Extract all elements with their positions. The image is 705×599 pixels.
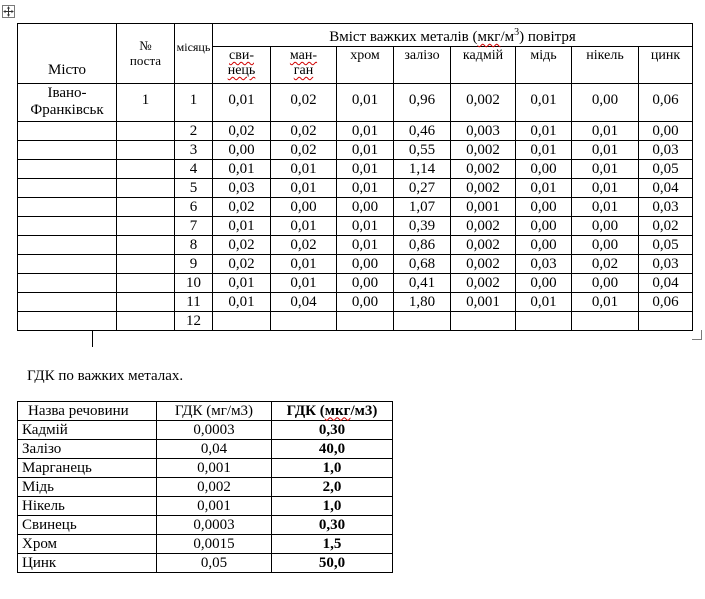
table-row [18,293,693,312]
value-cell [213,312,271,331]
city-cell [18,217,117,236]
value-cell: 0,96 [394,84,451,122]
gdk-mg-cell: 0,05 [157,554,272,573]
post-cell [117,122,175,141]
value-cell: 0,02 [213,236,271,255]
post-cell [117,198,175,217]
value-cell: 0,002 [451,255,516,274]
header-metal: цинк [639,47,693,84]
table-row [18,440,393,459]
city-cell: Івано- Франківськ [18,84,117,122]
value-cell [639,312,693,331]
post-cell [117,293,175,312]
value-cell: 0,01 [271,274,337,293]
value-cell: 0,01 [213,160,271,179]
month-cell: 10 [175,274,213,293]
post-cell [117,255,175,274]
table-resize-handle[interactable] [692,330,702,340]
value-cell: 0,03 [639,255,693,274]
gdk-mg-cell: 0,002 [157,478,272,497]
city-cell [18,236,117,255]
value-cell [394,312,451,331]
value-cell: 0,01 [572,293,639,312]
value-cell: 0,04 [639,274,693,293]
month-cell: 1 [175,84,213,122]
table-row [18,198,693,217]
value-cell: 0,01 [572,160,639,179]
city-cell [18,274,117,293]
value-cell: 0,68 [394,255,451,274]
value-cell: 0,01 [572,198,639,217]
value-cell: 0,00 [572,236,639,255]
value-cell [271,312,337,331]
month-cell: 2 [175,122,213,141]
header-post-number: № поста [117,24,175,84]
value-cell: 0,003 [451,122,516,141]
table-row [18,179,693,198]
header-metal: нікель [572,47,639,84]
value-cell: 1,80 [394,293,451,312]
month-cell: 12 [175,312,213,331]
post-cell [117,274,175,293]
value-cell: 0,002 [451,236,516,255]
gdk-mkg-cell: 40,0 [272,440,393,459]
value-cell: 0,01 [271,217,337,236]
value-cell: 0,05 [639,160,693,179]
value-cell: 0,02 [572,255,639,274]
post-cell [117,179,175,198]
value-cell: 0,01 [337,141,394,160]
value-cell: 0,002 [451,217,516,236]
table-move-handle[interactable] [2,5,15,18]
value-cell: 0,01 [572,122,639,141]
month-cell: 6 [175,198,213,217]
value-cell: 0,01 [337,179,394,198]
gdk-header-mkg: ГДК (мкг/м3) [272,402,393,421]
value-cell: 0,04 [639,179,693,198]
header-city: Місто [18,24,117,84]
value-cell: 0,46 [394,122,451,141]
gdk-mkg-cell: 0,30 [272,421,393,440]
value-cell: 0,002 [451,274,516,293]
gdk-name-cell: Марганець [18,459,157,478]
gdk-mkg-cell: 1,0 [272,497,393,516]
gdk-header-name: Назва речовини [18,402,157,421]
value-cell: 0,06 [639,293,693,312]
text-cursor [92,331,93,347]
gdk-mkg-cell: 1,0 [272,459,393,478]
value-cell: 0,86 [394,236,451,255]
value-cell: 0,00 [516,160,572,179]
city-cell [18,293,117,312]
gdk-name-cell: Залізо [18,440,157,459]
gdk-caption: ГДК по важких металах. [27,368,184,384]
table-row [18,84,693,122]
value-cell: 0,02 [213,255,271,274]
post-cell [117,217,175,236]
value-cell [572,312,639,331]
month-cell: 3 [175,141,213,160]
value-cell: 0,02 [213,198,271,217]
gdk-name-cell: Цинк [18,554,157,573]
city-cell [18,179,117,198]
value-cell: 0,02 [271,122,337,141]
value-cell: 0,00 [572,274,639,293]
gdk-mg-cell: 0,04 [157,440,272,459]
value-cell: 0,03 [516,255,572,274]
post-cell [117,141,175,160]
value-cell [516,312,572,331]
value-cell: 0,06 [639,84,693,122]
value-cell: 0,01 [337,236,394,255]
value-cell: 0,03 [639,198,693,217]
value-cell: 0,00 [337,198,394,217]
value-cell: 0,02 [213,122,271,141]
gdk-name-cell: Хром [18,535,157,554]
value-cell: 0,27 [394,179,451,198]
value-cell: 0,00 [213,141,271,160]
value-cell: 0,01 [213,293,271,312]
value-cell: 0,01 [337,160,394,179]
value-cell: 0,01 [572,179,639,198]
value-cell: 0,00 [271,198,337,217]
table-row [18,141,693,160]
table-row [18,421,393,440]
value-cell: 0,00 [337,293,394,312]
month-cell: 9 [175,255,213,274]
value-cell [337,312,394,331]
table-row [18,255,693,274]
table-row [18,312,693,331]
month-cell: 8 [175,236,213,255]
header-month: місяць [175,24,213,84]
gdk-name-cell: Кадмій [18,421,157,440]
gdk-name-cell: Мідь [18,478,157,497]
value-cell: 0,01 [516,122,572,141]
gdk-header-mg: ГДК (мг/м3) [157,402,272,421]
post-cell [117,312,175,331]
value-cell: 0,05 [639,236,693,255]
value-cell: 0,03 [639,141,693,160]
header-metal: ман- ган [271,47,337,84]
table-row [18,554,393,573]
table-row [18,497,393,516]
gdk-mg-cell: 0,0015 [157,535,272,554]
table-row [18,516,393,535]
value-cell: 0,00 [516,217,572,236]
value-cell: 0,00 [572,84,639,122]
month-cell: 11 [175,293,213,312]
post-cell [117,236,175,255]
city-cell [18,198,117,217]
value-cell: 0,01 [213,217,271,236]
value-cell: 0,00 [516,274,572,293]
value-cell: 0,39 [394,217,451,236]
value-cell [451,312,516,331]
value-cell: 0,001 [451,293,516,312]
value-cell: 0,00 [516,198,572,217]
value-cell: 0,01 [516,84,572,122]
city-cell [18,141,117,160]
table-row [18,274,693,293]
gdk-mkg-cell: 1,5 [272,535,393,554]
gdk-mkg-cell: 50,0 [272,554,393,573]
gdk-mg-cell: 0,0003 [157,516,272,535]
city-cell [18,160,117,179]
value-cell: 0,01 [337,122,394,141]
value-cell: 0,002 [451,160,516,179]
gdk-name-cell: Свинець [18,516,157,535]
header-metal: мідь [516,47,572,84]
value-cell: 0,01 [213,274,271,293]
gdk-mg-cell: 0,0003 [157,421,272,440]
value-cell: 0,55 [394,141,451,160]
value-cell: 0,02 [271,236,337,255]
table-row [18,535,393,554]
value-cell: 0,001 [451,198,516,217]
value-cell: 1,07 [394,198,451,217]
value-cell: 0,002 [451,84,516,122]
value-cell: 0,01 [572,141,639,160]
city-cell [18,255,117,274]
table-row [18,478,393,497]
move-arrows-icon [3,6,14,17]
gdk-mg-cell: 0,001 [157,497,272,516]
value-cell: 0,01 [213,84,271,122]
value-cell: 0,01 [271,179,337,198]
value-cell: 0,02 [271,84,337,122]
value-cell: 0,00 [337,274,394,293]
value-cell: 0,01 [271,160,337,179]
table-row [18,459,393,478]
value-cell: 0,03 [213,179,271,198]
value-cell: 0,00 [572,217,639,236]
value-cell: 0,01 [516,179,572,198]
value-cell: 0,02 [271,141,337,160]
city-cell [18,312,117,331]
gdk-mkg-cell: 2,0 [272,478,393,497]
value-cell: 1,14 [394,160,451,179]
value-cell: 0,00 [337,255,394,274]
gdk-mkg-cell: 0,30 [272,516,393,535]
value-cell: 0,01 [337,84,394,122]
value-cell: 0,00 [639,122,693,141]
gdk-name-cell: Нікель [18,497,157,516]
post-cell [117,160,175,179]
header-metal: сви- нець [213,47,271,84]
value-cell: 0,04 [271,293,337,312]
value-cell: 0,002 [451,141,516,160]
month-cell: 7 [175,217,213,236]
month-cell: 4 [175,160,213,179]
header-metal: кадмій [451,47,516,84]
month-cell: 5 [175,179,213,198]
header-metals-group: Вміст важких металів $(мкг/м^3)$ повітря [213,24,693,47]
header-metal: залізо [394,47,451,84]
value-cell: 0,01 [516,141,572,160]
table-row [18,160,693,179]
city-cell [18,122,117,141]
table-row [18,236,693,255]
post-cell: 1 [117,84,175,122]
value-cell: 0,002 [451,179,516,198]
value-cell: 0,01 [271,255,337,274]
gdk-mg-cell: 0,001 [157,459,272,478]
value-cell: 0,01 [516,293,572,312]
value-cell: 0,01 [337,217,394,236]
value-cell: 0,41 [394,274,451,293]
value-cell: 0,00 [516,236,572,255]
gdk-table [17,401,393,573]
heavy-metals-table [17,23,693,331]
table-row [18,217,693,236]
value-cell: 0,02 [639,217,693,236]
table-row [18,122,693,141]
header-metal: хром [337,47,394,84]
